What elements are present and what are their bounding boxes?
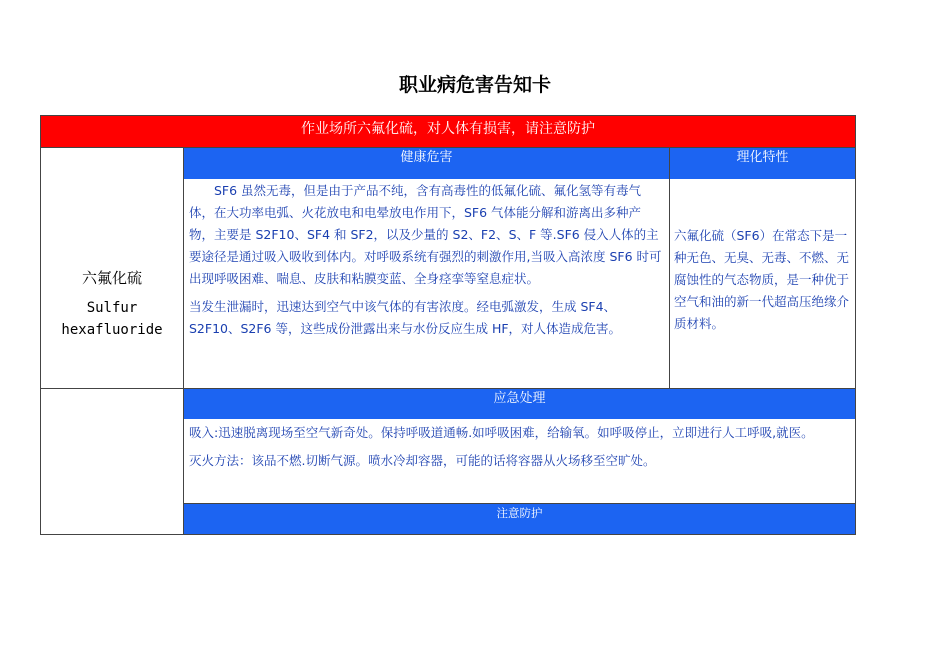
divider (669, 147, 670, 388)
warning-banner: 作业场所六氟化硫，对人体有损害，请注意防护 (41, 116, 855, 147)
substance-name-cell (41, 147, 183, 388)
emergency-paragraph-1: 吸入:迅速脱离现场至空气新奇处。保持呼吸道通畅.如呼吸困难，给输氧。如呼吸停止，立即进行人工呼吸,就医。 (189, 425, 814, 440)
health-paragraph-2: 当发生泄漏时，迅速达到空气中该气体的有害浓度。经电弧激发，生成 SF4、S2F10、S2F6 等，这些成份泄露出来与水份反应生成 HF，对人体造成危害。 (189, 299, 622, 336)
emergency-header: 应急处理 (184, 388, 855, 419)
properties-text: 六氟化硫（SF6）在常态下是一种无色、无臭、无毒、不燃、无腐蚀性的气态物质，是一种优于空气和油的新一代超高压绝缘介质材料。 (674, 228, 850, 331)
emergency-text (189, 419, 853, 503)
page-title: 职业病危害告知卡 (398, 74, 551, 96)
divider (183, 503, 855, 504)
health-paragraph-1: SF6 虽然无毒，但是由于产品不纯，含有高毒性的低氟化硫、氟化氢等有毒气体，在大功率电弧、火花放电和电晕放电作用下，SF6 气体能分解和游离出多种产物，主要是 S2F10、SF4 和 SF2，以及少量的 S2、F2、S、F 等.SF6 侵入人体的主要途径是通过吸入吸收到体内。对呼吸系统有强烈的刺激作用,当吸入高浓度 SF6 时可出现呼吸困难、喘息、皮肤和粘膜变蓝、全身痉挛等窒息症状。 (189, 183, 662, 286)
substance-name-en-2: hexafluoride (61, 322, 163, 338)
health-hazard-text (189, 180, 665, 387)
properties-header: 理化特性 (670, 147, 855, 179)
substance-name-cn: 六氟化硫 (81, 269, 142, 287)
health-hazard-header: 健康危害 (184, 147, 669, 179)
divider (41, 147, 855, 148)
divider (41, 388, 855, 389)
hazard-card (40, 115, 856, 535)
divider (183, 147, 184, 534)
substance-name-en-1: Sulfur (86, 300, 138, 316)
emergency-paragraph-2: 灭火方法：该品不燃.切断气源。喷水冷却容器，可能的话将容器从火场移至空旷处。 (189, 453, 656, 468)
protection-header: 注意防护 (184, 503, 855, 534)
